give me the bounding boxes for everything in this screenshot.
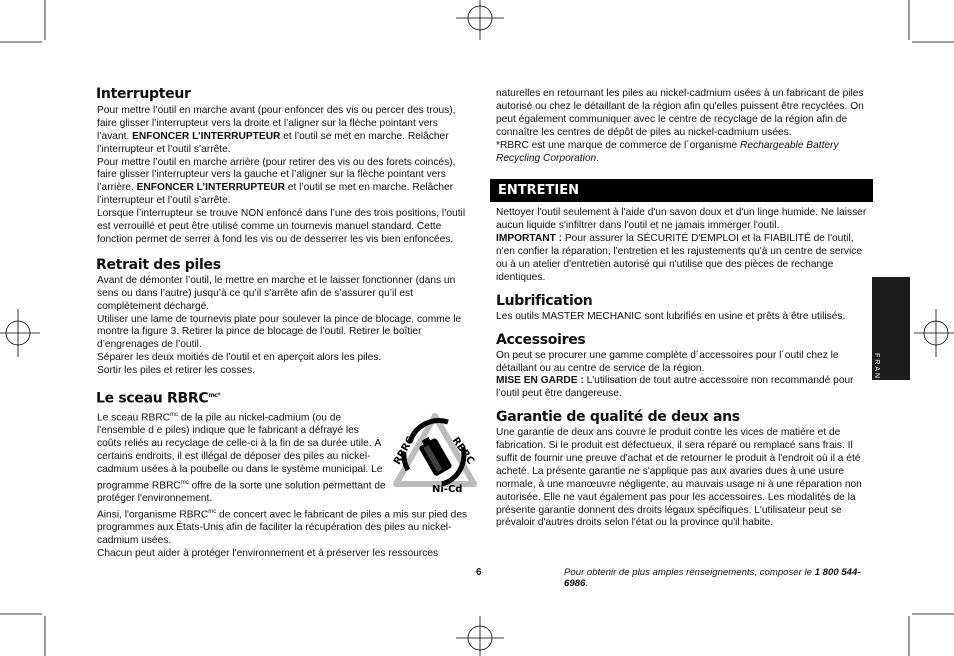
rbrc-trademark-note: *RBRC est une marque de commerce de l´organisme Rechargeable Battery Recycling Corporation.: [496, 139, 839, 164]
sceau-para-1: Le sceau $RBRC^{mc}$ de la pile au nickel-cadmium (ou de l'ensemble d e piles) indique que le fabricant a défrayé les coûts reliés au recyclage de celle-ci à la fin de sa durée utile. À certains endroits, il est illégal de déposer des piles au nickel-cadmium usées à la poubelle ou dans le système municipal. Le programme $RBRC^{mc}$ offre de la sorte une solution permettant de protéger l'environnement.: [97, 411, 386, 504]
language-side-tab-label: FRANÇAIS: [873, 353, 880, 405]
retrait-para-3: Séparer les deux moitiés de l’outil et en aperçoit alors les piles.: [97, 352, 382, 364]
accessoires-para-1: On peut se procurer une gamme complète d´accessoires pour l´outil chez le détaillant ou au centre de service de la région.: [496, 349, 839, 374]
heading-interrupteur: Interrupteur: [96, 86, 191, 102]
entretien-para-2: IMPORTANT : Pour assurer la SÉCURITÉ D'EMPLOI et la FIABILITÉ de l'outil, n'en confier la réparation, l'entretien et les rajustements qu'à un centre de service ou à un atelier d'entretien autorisé qui n'utilise que des pièces de rechange identiques.: [496, 233, 862, 283]
entretien-para-1: Nettoyer l'outil seulement à l'aide d'un savon doux et d'un linge humide. Ne laisser aucun liquide s'infiltrer dans l'outil et ne jamais immerger l'outil.: [496, 207, 867, 232]
garantie-para: Une garantie de deux ans couvre le produit contre les vices de matière et de fabrication. Si le produit est défectueux, il sera réparé ou remplacé sans frais. Il suffit de fournir une preuve d'achat et de retourner le produit à l'endroit où il a été acheté. La présente garantie ne s'applique pas aux avaries dues à une usure normale, à une manœuvre négligente, au mauvais usage ni à une réparation non autorisée. Elle ne vaut également pas pour les accessoires. Les modalités de la présente garantie donnent des droits légaux spécifiques. L'utilisateur peut se prévaloir d'autres droits selon l'état ou la province qu'il habite.: [496, 427, 862, 529]
heading-retrait-des-piles: Retrait des piles: [96, 256, 221, 273]
svg-text:RBRC: RBRC: [449, 435, 476, 467]
accessoires-para-2: MISE EN GARDE : L'utilisation de tout autre accessoire non recommandé pour l’outil peut être dangereuse.: [496, 375, 854, 400]
sceau-para-3: Chacun peut aider à protéger l'environnement et à préserver les ressources: [97, 547, 439, 559]
lubrification-para: Les outils MASTER MECHANIC sont lubrifiés en usine et prêts à être utilisés.: [496, 310, 846, 322]
svg-text:Ni-Cd: Ni-Cd: [432, 483, 463, 494]
interrupteur-body: [96, 105, 472, 247]
interrupteur-para-3: Lorsque l’interrupteur se trouve NON enfoncé dans l’une des trois positions, l’outil est verrouillé et peut être utilisé comme un tournevis manuel standard. Cette fonction permet de serrer à fond les vis ou de desserrer les vis bien enfoncées.: [97, 208, 466, 245]
svg-text:RBRC: RBRC: [392, 434, 417, 467]
left-column: [96, 86, 476, 561]
heading-accessoires: Accessoires: [496, 331, 586, 348]
footer-contact: Pour obtenir de plus amples renseignements, composer le 1 800 544-6986.: [564, 567, 861, 589]
sceau-body: [96, 409, 476, 561]
rbrc-recycling-seal-icon: [390, 412, 480, 494]
retrait-para-4: Sortir les piles et retirer les cosses.: [97, 365, 255, 377]
interrupteur-para-1: Pour mettre l’outil en marche avant (pour enfoncer des vis ou percer des trous), faire glisser l’interrupteur vers la droite et l’aligner sur la flèche pointant vers l’avant. ENFONCER L’INTERRUPTEUR et l’outil se met en marche. Relâcher l’interrupteur et l’outil s’arrête.: [97, 104, 456, 155]
language-side-tab: [872, 277, 910, 405]
heading-garantie: Garantie de qualité de deux ans: [496, 409, 740, 426]
page-number: 6: [476, 567, 482, 578]
heading-lubrification: Lubrification: [496, 292, 593, 309]
entretien-banner: ENTRETIEN: [490, 179, 873, 202]
heading-sceau-rbrc: Le sceau $RBRC^{mc*}$: [96, 390, 221, 407]
retrait-para-2: Utiliser une lame de tournevis plate pour soulever la pince de blocage, comme le montre la figure 3. Retirer la pince de blocage de l’outil. Retirer le boîtier d’engrenages de l’outil.: [97, 313, 462, 351]
interrupteur-para-2: Pour mettre l’outil en marche arrière (pour retirer des vis ou des forets coincés), faire glisser l’interrupteur vers la gauche et l’aligner sur la flèche pointant vers l’arrière. ENFONCER L’INTERRUPTEUR et l’outil se met en marche. Relâcher l’interrupteur et l’outil s’arrête.: [97, 156, 456, 207]
sceau-para-2: Ainsi, l'organisme $RBRC^{mc}$ de concert avec le fabricant de piles a mis sur pied des programmes aux États-Unis afin de faciliter la récupération des piles au nickel-cadmium usées.: [97, 508, 468, 546]
retrait-para-1: Avant de démonter l’outil, le mettre en marche et le laisser fonctionner (dans un sens ou dans l’autre) jusqu’à ce qu’il s’arrête afin de s’assurer qu’il est complètement déchargé.: [97, 274, 456, 312]
right-column: [496, 88, 872, 530]
rbrc-continuation: naturelles en retournant les piles au nickel-cadmium usées à un fabricant de piles autorisé ou chez le détaillant de la région afin qu'elles puissent être recyclées. On peut également communiquer avec le centre de recyclage de la région afin de connaître les centres de dépôt de piles au nickel-cadmium usées.: [496, 88, 864, 138]
retrait-body: [96, 275, 472, 378]
